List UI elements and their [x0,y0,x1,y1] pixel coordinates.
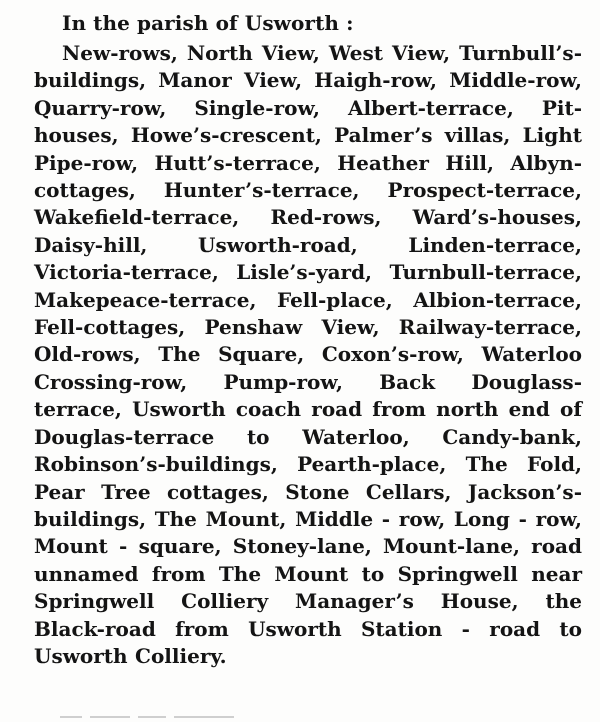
cropped-next-line-fragment [60,716,260,722]
section-heading: In the parish of Usworth : [62,11,354,35]
street-list-paragraph: New-rows, North View, West View, Turnbull’s-buildings, Manor View, Haigh-row, Middle-row, Quarry-row, Single-row, Albert-terrace, Pit-houses, Howe’s-crescent, Palmer’s villas, Light Pipe-row, Hutt’s-terrace, Heather Hill, Albyn-cottages, Hunter’s-terrace, Prospect-terrace, Wakefield-terrace, Red-rows, Ward’s-houses, Daisy-hill, Usworth-road, Linden-terrace, Victoria-terrace, Lisle’s-yard, Turnbull-terrace, Makepeace-terrace, Fell-place, Albion-terrace, Fell-cottages, Penshaw View, Railway-terrace, Old-rows, The Square, Coxon’s-row, Waterloo Crossing-row, Pump-row, Back Douglass-terrace, Usworth coach road from north end of Douglas-terrace to Waterloo, Candy-bank, Robinson’s-buildings, Pearth-place, The Fold, Pear Tree cottages, Stone Cellars, Jackson’s-buildings, The Mount, Middle - row, Long - row, Mount - square, Stoney-lane, Mount-lane, road unnamed from The Mount to Springwell near Springwell Colliery Manager’s House, the Black-road from Usworth Station - road to Usworth Colliery. [34,41,582,668]
